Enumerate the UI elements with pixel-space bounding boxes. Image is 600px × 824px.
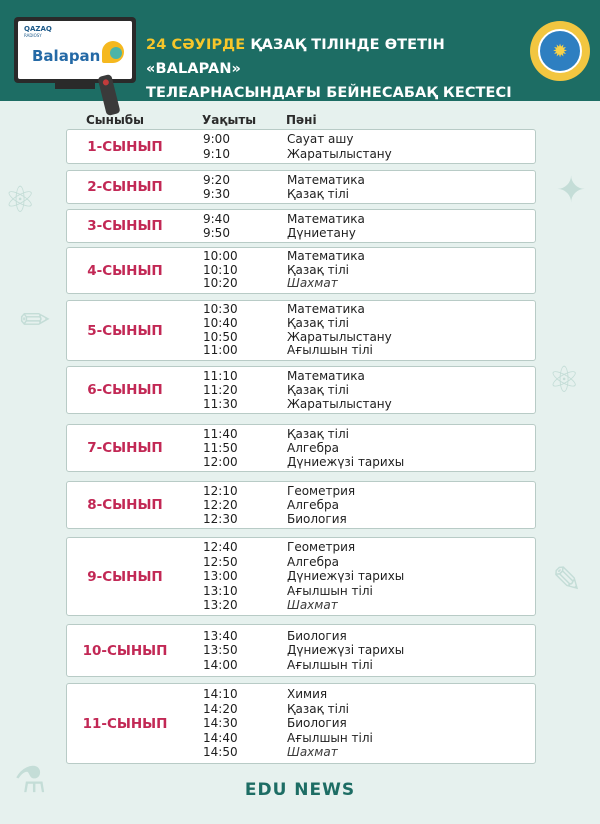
lesson-time: 13:20 xyxy=(203,598,238,613)
lesson-time: 10:10 xyxy=(203,262,238,277)
lesson-subject: Қазақ тілі xyxy=(287,187,349,201)
title-line1: ҚАЗАҚ ТІЛІНДЕ ӨТЕТІН «BALAPAN» xyxy=(146,37,445,77)
grade-label: 7-СЫНЫП xyxy=(87,440,163,456)
lesson-time: 12:40 xyxy=(203,540,238,554)
lesson-time: 12:10 xyxy=(203,484,238,498)
lesson-time: 9:00 xyxy=(203,132,230,146)
lesson-subject: Математика xyxy=(287,173,365,187)
grade-label: 5-СЫНЫП xyxy=(87,322,163,339)
lesson-times xyxy=(203,629,238,673)
lesson-time: 13:10 xyxy=(203,583,238,598)
lesson-subject: Дүниежүзі тарихы xyxy=(287,455,405,469)
grade-label: 1-СЫНЫП xyxy=(87,138,163,155)
lesson-time: 12:30 xyxy=(203,512,238,526)
balapan-name: Balapan xyxy=(32,47,101,65)
header-banner xyxy=(0,0,600,101)
lesson-subject: Дүниетану xyxy=(287,226,356,240)
lesson-subject: Математика xyxy=(287,302,365,316)
lesson-time: 9:10 xyxy=(203,146,230,161)
lesson-subjects xyxy=(287,484,355,526)
lesson-times xyxy=(203,173,230,201)
lesson-subject: Геометрия xyxy=(287,484,356,498)
lesson-subject: Жаратылыстану xyxy=(287,146,392,161)
lesson-subjects xyxy=(287,629,404,673)
lesson-time: 14:20 xyxy=(203,701,238,716)
lesson-time: 11:50 xyxy=(203,441,238,455)
schedule-row xyxy=(66,537,536,616)
qazaq-sub: RADIOSY xyxy=(24,33,42,38)
lesson-time: 11:10 xyxy=(203,369,238,383)
lesson-subject: Математика xyxy=(287,249,365,263)
column-header-grade: Сыныбы xyxy=(86,113,145,127)
lesson-subjects xyxy=(287,132,392,161)
lesson-subject: Жаратылыстану xyxy=(287,329,392,344)
lesson-subject: Математика xyxy=(287,212,365,226)
lesson-subject: Алгебра xyxy=(287,498,339,512)
schedule-row xyxy=(66,683,536,764)
lesson-subject: Ағылшын тілі xyxy=(287,343,373,358)
lesson-time: 10:20 xyxy=(203,276,238,291)
lesson-subjects xyxy=(287,250,365,291)
schedule-row xyxy=(66,170,536,204)
lesson-subject: Математика xyxy=(287,369,365,383)
lesson-time: 14:40 xyxy=(203,730,238,745)
lesson-time: 11:40 xyxy=(203,427,238,441)
title-date: 24 СӘУІРДЕ xyxy=(146,37,246,53)
grade-label: 8-СЫНЫП xyxy=(87,497,163,513)
emblem-sun-icon: ✹ xyxy=(538,29,582,73)
lesson-subject: Алгебра xyxy=(287,554,339,569)
lesson-subjects xyxy=(287,173,365,201)
lesson-subjects xyxy=(287,540,404,613)
lesson-subjects xyxy=(287,303,392,358)
lesson-subject: Алгебра xyxy=(287,441,339,455)
lesson-subject: Дүниежүзі тарихы xyxy=(287,643,405,658)
schedule-row xyxy=(66,424,536,472)
schedule-row xyxy=(66,129,536,164)
schedule-row xyxy=(66,209,536,243)
lesson-subject: Ағылшын тілі xyxy=(287,583,373,598)
lesson-time: 11:20 xyxy=(203,383,238,397)
lesson-subject: Ағылшын тілі xyxy=(287,657,373,672)
lesson-subject: Биология xyxy=(287,716,347,731)
lesson-subject: Химия xyxy=(287,687,328,701)
column-header-time: Уақыты xyxy=(202,113,257,127)
lesson-time: 14:10 xyxy=(203,687,238,701)
lesson-times xyxy=(203,250,238,291)
grade-label: 10-СЫНЫП xyxy=(82,642,168,659)
lesson-times xyxy=(203,427,238,469)
atom-doodle-icon: ⚛ xyxy=(548,360,581,401)
lesson-times xyxy=(203,687,238,760)
qazaq-brand: QAZAQ xyxy=(24,25,52,33)
lesson-times xyxy=(203,212,230,240)
grade-label: 3-СЫНЫП xyxy=(87,218,163,234)
lesson-times xyxy=(203,132,230,161)
lesson-subject: Ағылшын тілі xyxy=(287,730,373,745)
lesson-time: 11:30 xyxy=(203,397,238,411)
lesson-subjects xyxy=(287,687,373,760)
lesson-subject: Қазақ тілі xyxy=(287,383,349,397)
lesson-times xyxy=(203,540,238,613)
schedule-row xyxy=(66,624,536,677)
lesson-time: 9:50 xyxy=(203,226,230,240)
schedule-row xyxy=(66,481,536,529)
lesson-times xyxy=(203,369,238,411)
lesson-subject: Қазақ тілі xyxy=(287,701,349,716)
lesson-subject: Шахмат xyxy=(287,276,338,291)
lesson-subject: Шахмат xyxy=(287,745,338,760)
lesson-subject: Геометрия xyxy=(287,540,356,554)
star-doodle-icon: ✦ xyxy=(556,170,587,211)
lesson-time: 13:40 xyxy=(203,628,238,643)
lesson-subject: Сауат ашу xyxy=(287,132,354,146)
balapan-bird-icon xyxy=(102,41,124,63)
ministry-emblem-icon xyxy=(530,21,590,81)
flask-doodle-icon: ⚗ xyxy=(14,760,47,801)
grade-label: 9-СЫНЫП xyxy=(87,568,163,585)
schedule-row xyxy=(66,247,536,294)
lesson-subject: Жаратылыстану xyxy=(287,397,392,411)
lesson-subject: Биология xyxy=(287,512,347,526)
lesson-subject: Қазақ тілі xyxy=(287,262,349,277)
ruler-doodle-icon: ✏ xyxy=(20,300,51,341)
grade-label: 6-СЫНЫП xyxy=(87,382,163,398)
lesson-subject: Қазақ тілі xyxy=(287,315,349,330)
atom-doodle-icon: ⚛ xyxy=(4,180,37,221)
lesson-times xyxy=(203,484,238,526)
lesson-time: 10:30 xyxy=(203,302,238,316)
schedule-row xyxy=(66,300,536,361)
grade-label: 4-СЫНЫП xyxy=(87,262,163,279)
lesson-time: 12:20 xyxy=(203,498,238,512)
lesson-subject: Биология xyxy=(287,628,347,643)
lesson-time: 12:50 xyxy=(203,554,238,569)
lesson-subject: Дүниежүзі тарихы xyxy=(287,569,405,584)
lesson-time: 14:00 xyxy=(203,657,238,672)
lesson-subjects xyxy=(287,212,365,240)
tv-stand xyxy=(55,83,95,89)
lesson-subjects xyxy=(287,427,404,469)
lesson-time: 13:00 xyxy=(203,569,238,584)
lesson-time: 9:40 xyxy=(203,212,230,226)
title-line2: ТЕЛЕАРНАСЫНДАҒЫ БЕЙНЕСАБАҚ КЕСТЕСІ xyxy=(146,85,512,101)
lesson-time: 13:50 xyxy=(203,643,238,658)
balapan-tv-logo xyxy=(14,17,136,89)
lesson-time: 14:50 xyxy=(203,745,238,760)
lesson-time: 10:40 xyxy=(203,315,238,330)
lesson-subject: Қазақ тілі xyxy=(287,427,349,441)
grade-label: 11-СЫНЫП xyxy=(82,715,168,732)
tv-screen xyxy=(14,17,136,83)
schedule-row xyxy=(66,366,536,414)
page-title xyxy=(146,33,526,105)
lesson-time: 9:20 xyxy=(203,173,230,187)
column-header-subject: Пәні xyxy=(286,113,317,127)
lesson-subjects xyxy=(287,369,392,411)
lesson-time: 9:30 xyxy=(203,187,230,201)
lesson-time: 11:00 xyxy=(203,343,238,358)
lesson-time: 10:00 xyxy=(203,249,238,263)
lesson-subject: Шахмат xyxy=(287,598,338,613)
lesson-time: 10:50 xyxy=(203,329,238,344)
lesson-times xyxy=(203,303,238,358)
lesson-time: 14:30 xyxy=(203,716,238,731)
book-doodle-icon: ✎ xyxy=(552,560,583,601)
lesson-time: 12:00 xyxy=(203,455,238,469)
footer-brand: EDU NEWS xyxy=(244,780,356,800)
grade-label: 2-СЫНЫП xyxy=(87,179,163,195)
